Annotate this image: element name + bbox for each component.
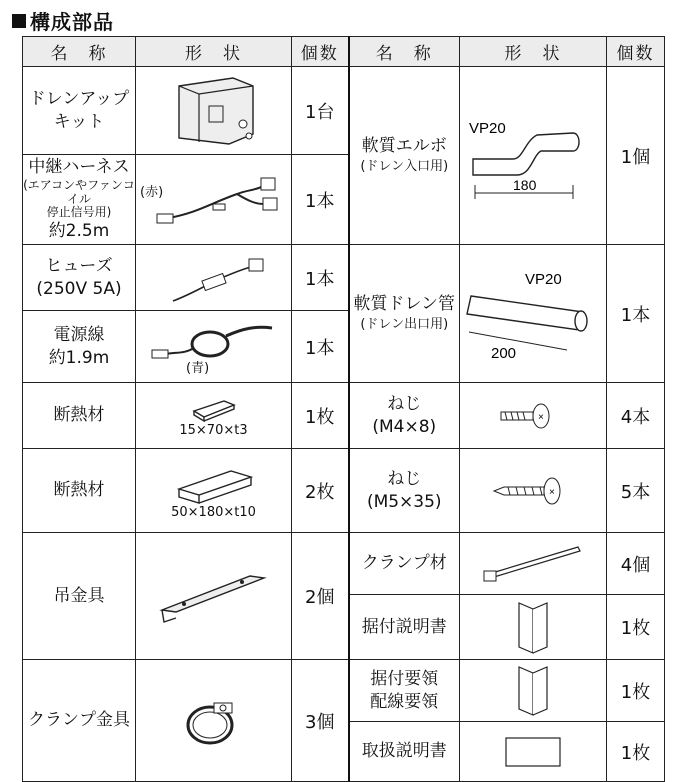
name-line: 約2.5m	[48, 221, 110, 242]
name-sub: 停止信号用)	[46, 205, 112, 220]
manual-booklet-icon	[503, 661, 563, 721]
part-name	[349, 722, 460, 782]
long-screw-icon	[488, 473, 578, 509]
shape-cell	[136, 311, 292, 383]
header-count-right: 個数	[607, 37, 665, 67]
part-count: 4本	[607, 383, 665, 449]
name-line: ドレンアップ	[28, 88, 130, 109]
header-name-left: 名 称	[23, 37, 136, 67]
thin-insulation-icon	[184, 393, 244, 423]
shape-cell	[460, 67, 607, 245]
shape-cell	[460, 533, 607, 595]
name-sub: (エアコンやファンコイル	[23, 177, 135, 206]
part-name: クランプ材	[349, 533, 460, 595]
table-row	[23, 245, 665, 311]
pipe-label: VP20	[525, 270, 562, 288]
shape-cell	[460, 383, 607, 449]
name-sub: (ドレン入口用)	[360, 159, 449, 175]
dimension-label: 15×70×t3	[179, 423, 248, 438]
name-line: 約1.9m	[48, 347, 110, 368]
part-count: 1枚	[607, 595, 665, 660]
table-row	[23, 533, 665, 595]
shape-cell	[136, 245, 292, 311]
part-name: 断熱材	[23, 383, 136, 449]
pipe-dim: 200	[491, 344, 517, 362]
part-count: 1枚	[607, 722, 665, 782]
document-sheet-icon	[498, 730, 568, 774]
color-note: (赤)	[140, 185, 164, 200]
dimension-label: 50×180×t10	[171, 505, 256, 520]
part-name	[349, 449, 460, 533]
part-name	[23, 67, 136, 155]
table-row	[23, 660, 665, 722]
shape-cell	[460, 595, 607, 660]
name-line: 中継ハーネス	[28, 156, 130, 177]
thick-insulation-icon	[169, 461, 259, 505]
part-name	[23, 155, 136, 245]
table-row	[23, 67, 665, 155]
soft-drain-pipe-icon	[463, 266, 603, 362]
soft-elbow-icon	[463, 111, 603, 201]
part-count: 3個	[292, 660, 349, 782]
table-row	[23, 449, 665, 533]
name-line: (250V 5A)	[36, 278, 122, 299]
part-count: 2枚	[292, 449, 349, 533]
part-name	[349, 660, 460, 722]
part-name	[23, 245, 136, 311]
shape-cell	[460, 245, 607, 383]
hanging-bracket-icon	[154, 566, 274, 626]
power-cord-icon	[144, 314, 284, 380]
header-shape-right: 形 状	[460, 37, 607, 67]
part-name	[349, 67, 460, 245]
part-name: 据付説明書	[349, 595, 460, 660]
name-line: キット	[53, 111, 105, 132]
name-line: ねじ	[387, 393, 422, 414]
table-header-row	[23, 37, 665, 67]
svg-text:×: ×	[549, 486, 555, 498]
part-name	[349, 245, 460, 383]
part-count: 2個	[292, 533, 349, 660]
part-count: 1個	[607, 67, 665, 245]
section-title: 構成部品	[30, 10, 114, 34]
name-line: 据付要領	[370, 668, 439, 689]
name-sub: (M5×35)	[366, 491, 442, 512]
square-bullet-icon	[12, 14, 26, 28]
name-line: 取扱説明書	[361, 741, 447, 762]
part-name: クランプ金具	[23, 660, 136, 782]
header-name-right: 名 称	[349, 37, 460, 67]
shape-cell	[136, 533, 292, 660]
shape-cell	[460, 449, 607, 533]
svg-text:×: ×	[538, 411, 544, 423]
fuse-icon	[159, 249, 269, 307]
manual-booklet-icon	[503, 595, 563, 659]
part-name: 断熱材	[23, 449, 136, 533]
name-line: ねじ	[387, 468, 422, 489]
shape-cell	[136, 383, 292, 449]
name-line: 軟質エルボ	[361, 136, 447, 157]
section-heading	[12, 6, 114, 35]
clamp-tie-icon	[478, 539, 588, 589]
shape-cell	[136, 67, 292, 155]
header-shape-left: 形 状	[136, 37, 292, 67]
part-count: 1台	[292, 67, 349, 155]
drain-up-kit-icon	[169, 72, 259, 150]
color-note: (青)	[186, 361, 210, 376]
name-sub: (ドレン出口用)	[360, 317, 449, 333]
name-sub: (M4×8)	[372, 416, 437, 437]
name-line: ヒューズ	[45, 255, 113, 276]
part-count: 1枚	[607, 660, 665, 722]
elbow-dim: 180	[513, 176, 537, 193]
shape-cell	[136, 660, 292, 782]
shape-cell	[136, 155, 292, 245]
part-count: 1枚	[292, 383, 349, 449]
parts-table	[22, 36, 665, 782]
part-name	[349, 383, 460, 449]
short-screw-icon	[493, 401, 573, 431]
elbow-label: VP20	[469, 119, 506, 137]
part-count: 5本	[607, 449, 665, 533]
name-line: 軟質ドレン管	[353, 294, 456, 315]
header-count-left: 個数	[292, 37, 349, 67]
part-count: 1本	[292, 155, 349, 245]
shape-cell	[460, 660, 607, 722]
shape-cell	[136, 449, 292, 533]
part-count: 1本	[607, 245, 665, 383]
name-line: 配線要領	[370, 691, 439, 712]
part-name: 吊金具	[23, 533, 136, 660]
part-name	[23, 311, 136, 383]
part-count: 1本	[292, 245, 349, 311]
table-row	[23, 383, 665, 449]
shape-cell	[460, 722, 607, 782]
part-count: 1本	[292, 311, 349, 383]
part-count: 4個	[607, 533, 665, 595]
name-line: 電源線	[53, 324, 105, 345]
